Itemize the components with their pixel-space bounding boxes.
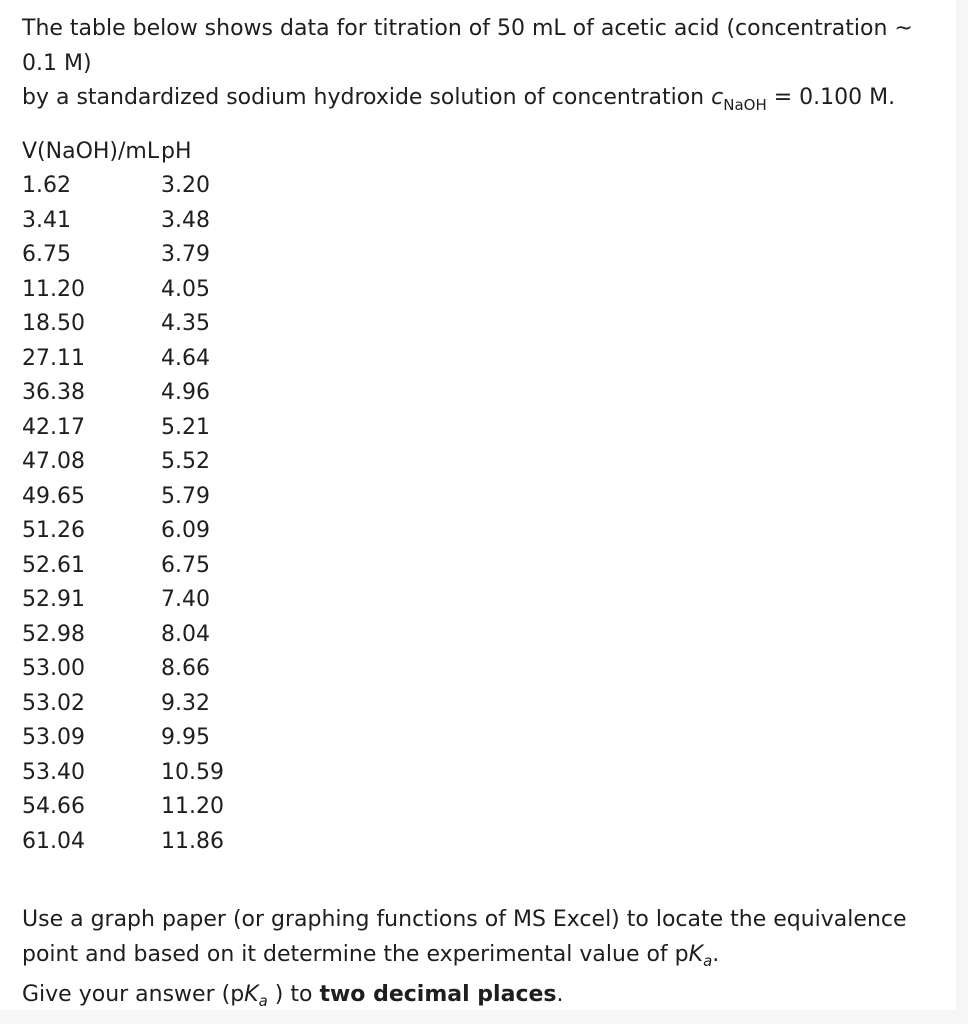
volume-cell: 61.04	[22, 828, 85, 854]
ph-cell: 3.48	[161, 207, 210, 233]
pka-symbol	[688, 941, 713, 970]
decimal-places-emphasis: two decimal places	[319, 982, 557, 1007]
pka-symbol-2	[244, 982, 268, 1010]
volume-cell: 36.38	[22, 380, 85, 405]
volume-cell: 47.08	[22, 449, 85, 474]
volume-cell: 53.40	[22, 759, 85, 785]
instructions-line-3-mid: ) to	[267, 982, 320, 1007]
volume-cell: 52.61	[22, 552, 85, 578]
volume-cell: 53.02	[22, 690, 85, 716]
volume-cell: 42.17	[22, 414, 85, 440]
instructions-line-3	[22, 978, 942, 1019]
naoh-subscript: NaOH	[723, 96, 767, 114]
instructions-line-2-text: point and based on it determine the experimental value of p	[22, 941, 689, 967]
table-row	[22, 687, 224, 722]
table-row	[22, 790, 224, 825]
ph-cell: 4.64	[161, 345, 210, 371]
ph-cell: 9.32	[161, 690, 210, 716]
volume-cell: 53.09	[22, 725, 85, 750]
ph-cell: 7.40	[161, 587, 210, 612]
ph-cell: 10.59	[161, 759, 224, 785]
table-row	[22, 652, 224, 687]
table-row	[22, 480, 224, 515]
table-row	[22, 721, 224, 756]
volume-cell: 52.91	[22, 587, 85, 612]
table-row	[22, 583, 224, 618]
volume-cell: 18.50	[22, 311, 85, 336]
volume-cell: 1.62	[22, 173, 71, 198]
ph-cell: 11.20	[161, 794, 224, 819]
table-row	[22, 549, 224, 584]
c-symbol: c	[711, 85, 724, 110]
titration-data-table	[22, 135, 224, 860]
table-row	[22, 204, 224, 239]
volume-cell: 51.26	[22, 518, 85, 543]
ph-cell: 8.04	[161, 621, 210, 647]
ph-cell: 5.21	[161, 414, 210, 440]
ph-cell: 4.05	[161, 276, 210, 302]
ph-cell: 5.79	[161, 483, 210, 509]
table-row	[22, 514, 224, 549]
table-header-row	[22, 135, 224, 170]
intro-line-3	[22, 81, 942, 123]
table-row	[22, 618, 224, 653]
table-row	[22, 411, 224, 446]
ph-cell: 3.79	[161, 242, 210, 267]
intro-line-1: The table below shows data for titration of 50 mL of acetic acid (concentration ~	[22, 16, 913, 41]
ph-cell: 4.35	[161, 311, 210, 336]
table-row	[22, 445, 224, 480]
ph-cell: 5.52	[161, 449, 210, 474]
header-ph: pH	[161, 138, 192, 164]
ph-cell: 6.75	[161, 552, 210, 578]
table-row	[22, 342, 224, 377]
ph-cell: 4.96	[161, 380, 210, 405]
instructions-line-3-end: .	[556, 982, 564, 1007]
table-row	[22, 825, 224, 860]
intro-line-3-text: by a standardized sodium hydroxide solution of concentration	[22, 85, 712, 110]
ph-cell: 6.09	[161, 518, 210, 543]
naoh-concentration-value: = 0.100 M.	[766, 85, 896, 110]
table-row	[22, 307, 224, 342]
k-symbol-2: K	[244, 982, 259, 1007]
ph-cell: 8.66	[161, 656, 210, 681]
period: .	[712, 941, 720, 967]
ph-cell: 11.86	[161, 828, 224, 854]
volume-cell: 54.66	[22, 794, 85, 819]
volume-cell: 52.98	[22, 621, 85, 647]
instructions-text	[22, 903, 942, 1019]
intro-text	[22, 12, 942, 123]
instructions-line-2	[22, 938, 942, 979]
ph-cell: 9.95	[161, 725, 210, 750]
table-row	[22, 273, 224, 308]
ph-cell: 3.20	[161, 173, 210, 198]
volume-cell: 11.20	[22, 276, 85, 302]
k-symbol: K	[688, 941, 704, 967]
table-row	[22, 376, 224, 411]
intro-line-2: 0.1 M)	[22, 50, 92, 76]
volume-cell: 49.65	[22, 483, 85, 509]
table-row	[22, 169, 224, 204]
header-volume: V(NaOH)/mL	[22, 138, 160, 164]
volume-cell: 53.00	[22, 656, 85, 681]
volume-cell: 3.41	[22, 207, 71, 233]
volume-cell: 6.75	[22, 242, 71, 267]
table-row	[22, 756, 224, 791]
volume-cell: 27.11	[22, 345, 85, 371]
table-row	[22, 238, 224, 273]
question-content	[22, 12, 942, 1019]
a-subscript-2: a	[258, 992, 268, 1010]
naoh-concentration-symbol	[711, 85, 767, 114]
a-subscript: a	[703, 951, 713, 970]
table-body	[22, 169, 224, 859]
instructions-line-3-text: Give your answer (p	[22, 982, 245, 1007]
instructions-line-1: Use a graph paper (or graphing functions of MS Excel) to locate the equivalence	[22, 907, 907, 932]
